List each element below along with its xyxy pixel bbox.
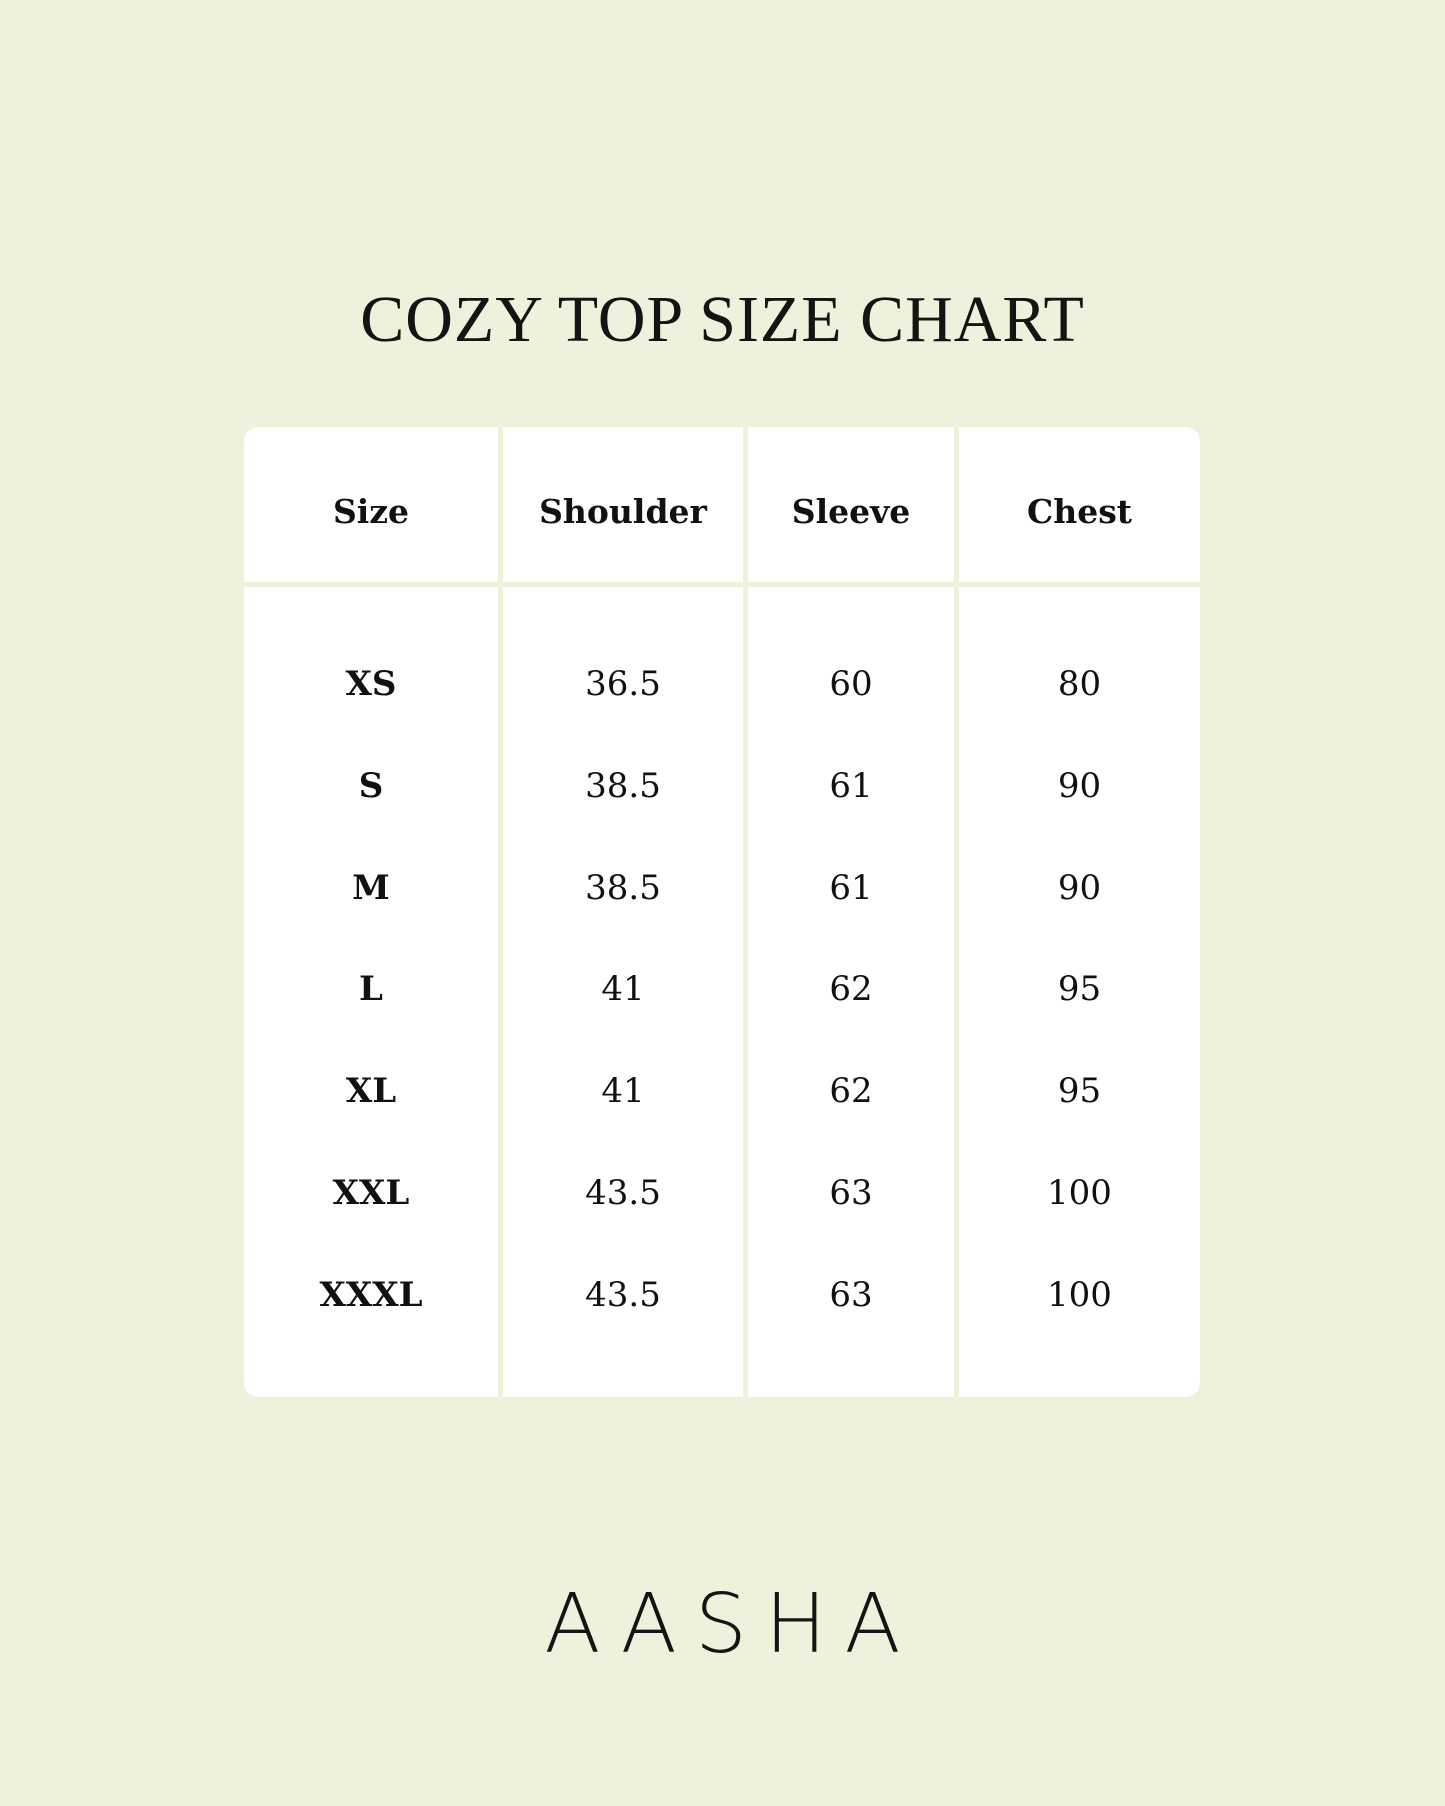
table-row — [244, 756, 1200, 816]
chest-cell: 100 — [1047, 1275, 1112, 1315]
page-title: COZY TOP SIZE CHART — [360, 283, 1085, 356]
size-cell: L — [359, 969, 383, 1009]
size-cell: XXXL — [319, 1275, 423, 1315]
size-cell: XXL — [332, 1173, 410, 1213]
chest-cell: 95 — [1057, 969, 1102, 1009]
shoulder-cell: 43.5 — [585, 1275, 661, 1315]
table-row — [244, 858, 1200, 918]
chest-cell: 95 — [1057, 1071, 1102, 1111]
table-row — [244, 959, 1200, 1019]
sleeve-cell: 63 — [829, 1275, 873, 1315]
sleeve-cell: 61 — [829, 868, 873, 908]
header-sleeve: Sleeve — [791, 492, 911, 531]
table-row — [244, 1163, 1200, 1223]
shoulder-cell: 41 — [601, 969, 645, 1009]
chest-cell: 90 — [1057, 868, 1102, 908]
sleeve-cell: 62 — [829, 1071, 873, 1111]
sleeve-cell: 61 — [829, 766, 873, 806]
chest-cell: 100 — [1047, 1173, 1112, 1213]
shoulder-cell: 43.5 — [585, 1173, 661, 1213]
brand-logo: AASHA — [544, 1577, 919, 1672]
header-chest: Chest — [1026, 492, 1133, 531]
size-cell: S — [358, 766, 384, 806]
header-size: Size — [332, 492, 410, 531]
chest-cell: 80 — [1057, 664, 1102, 704]
shoulder-cell: 38.5 — [585, 766, 661, 806]
size-cell: XS — [345, 664, 397, 704]
table-row — [244, 1265, 1200, 1325]
shoulder-cell: 41 — [601, 1071, 645, 1111]
sleeve-cell: 63 — [829, 1173, 873, 1213]
table-row — [244, 1061, 1200, 1121]
shoulder-cell: 38.5 — [585, 868, 661, 908]
size-cell: XL — [345, 1071, 397, 1111]
sleeve-cell: 60 — [829, 664, 873, 704]
size-cell: M — [352, 868, 390, 908]
header-shoulder: Shoulder — [539, 492, 707, 531]
table-row — [244, 654, 1200, 714]
shoulder-cell: 36.5 — [585, 664, 661, 704]
chest-cell: 90 — [1057, 766, 1102, 806]
size-chart-table — [244, 427, 1200, 1397]
header-divider — [244, 582, 1200, 587]
sleeve-cell: 62 — [829, 969, 873, 1009]
